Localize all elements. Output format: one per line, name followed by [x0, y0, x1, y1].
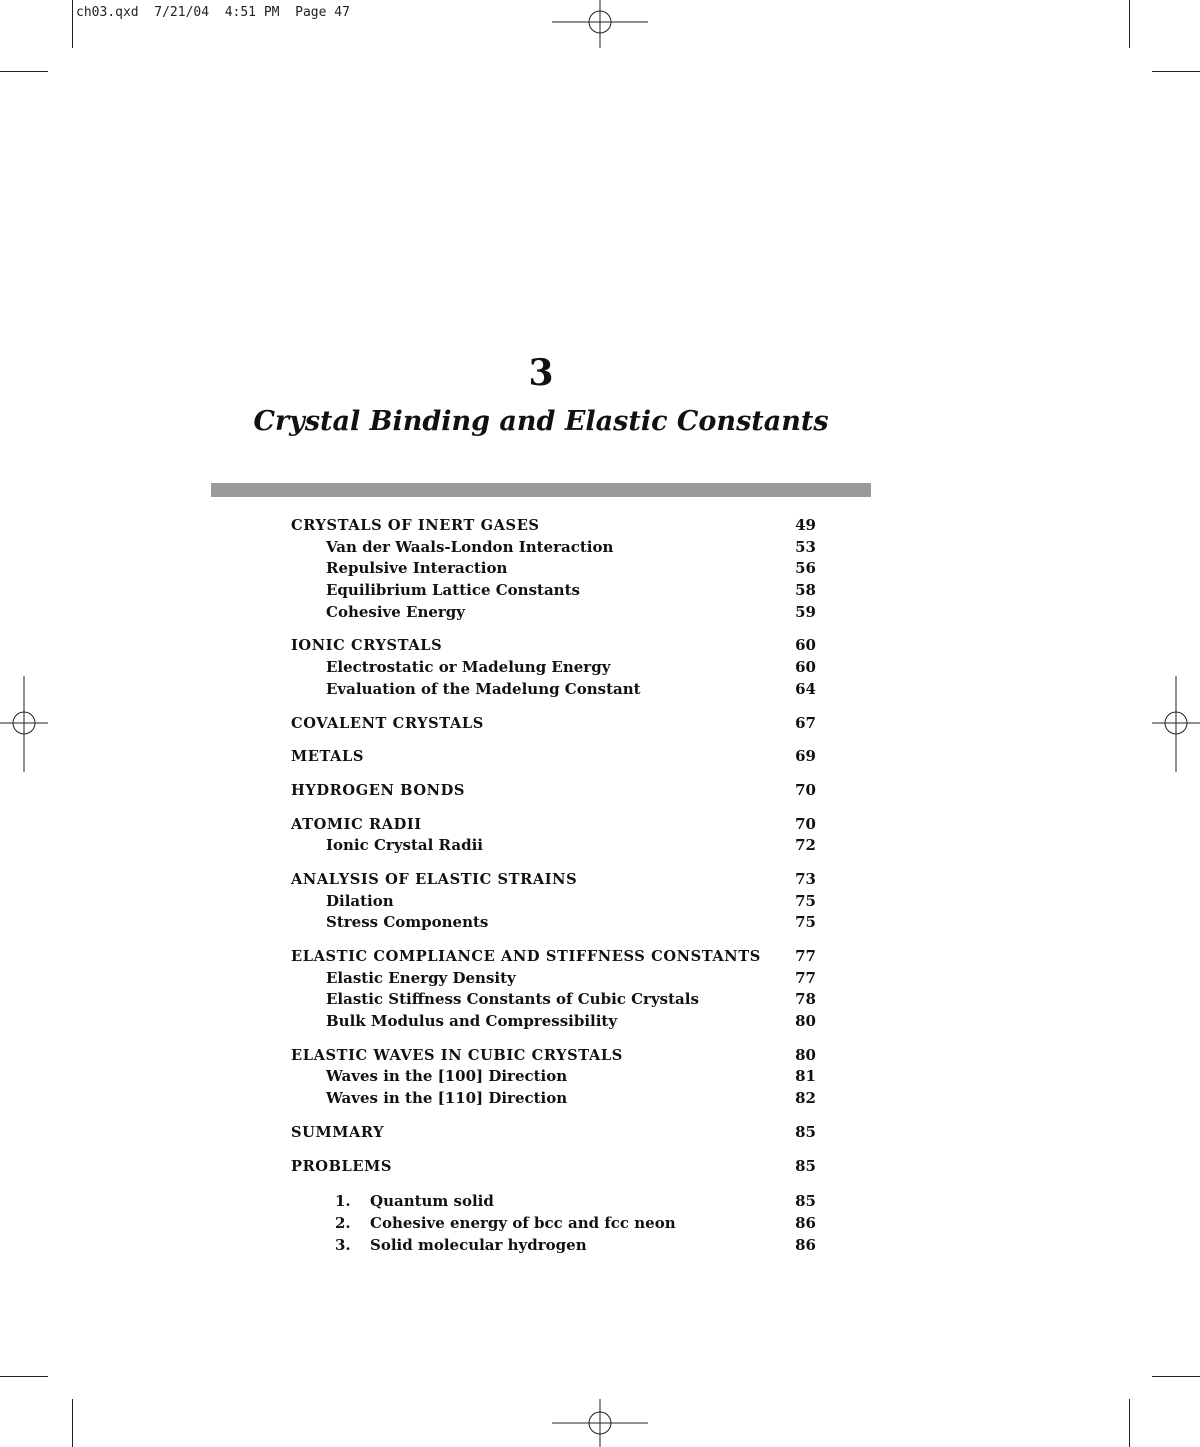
toc-page-number: 70	[795, 780, 816, 799]
toc-subheading-title: Waves in the [110] Direction	[326, 1089, 568, 1108]
toc-heading-title: SUMMARY	[291, 1123, 385, 1141]
toc-section	[291, 814, 816, 857]
toc-page-number: 78	[795, 990, 816, 1009]
toc-heading-title: HYDROGEN BONDS	[291, 781, 465, 799]
toc-page-number: 80	[795, 1012, 816, 1031]
toc-subheading[interactable]	[291, 602, 816, 624]
toc-subheading-title: Waves in the [100] Direction	[326, 1067, 568, 1086]
toc-page-number: 56	[795, 559, 816, 578]
toc-subheading-title: Ionic Crystal Radii	[326, 836, 483, 855]
toc-section	[291, 1122, 816, 1144]
registration-mark-top	[552, 0, 648, 48]
crop-mark	[72, 0, 73, 48]
crop-mark	[1129, 1399, 1130, 1447]
toc-subheading[interactable]	[291, 968, 816, 990]
title-rule	[211, 483, 871, 497]
problem-number: 3.	[335, 1235, 351, 1254]
toc-heading[interactable]	[291, 1045, 816, 1067]
toc-heading-title: IONIC CRYSTALS	[291, 637, 443, 655]
toc-subheading[interactable]	[291, 835, 816, 857]
toc-heading[interactable]	[291, 780, 816, 802]
toc-page-number: 77	[795, 968, 816, 987]
toc-subheading[interactable]	[291, 989, 816, 1011]
crop-mark	[1129, 0, 1130, 48]
toc-page-number: 64	[795, 679, 816, 698]
crop-mark	[72, 1399, 73, 1447]
toc-heading-title: ANALYSIS OF ELASTIC STRAINS	[291, 870, 578, 888]
print-slug: ch03.qxd 7/21/04 4:51 PM Page 47	[76, 5, 350, 20]
toc-heading-title: COVALENT CRYSTALS	[291, 714, 484, 732]
toc-page-number: 53	[795, 537, 816, 556]
problem-item[interactable]	[291, 1213, 816, 1235]
toc-subheading-title: Electrostatic or Madelung Energy	[326, 658, 611, 677]
toc-heading-title: ATOMIC RADII	[291, 815, 422, 833]
toc-heading-title: ELASTIC WAVES IN CUBIC CRYSTALS	[291, 1046, 623, 1064]
toc-section	[291, 713, 816, 735]
registration-mark-right	[1152, 676, 1200, 772]
toc-heading-title: ELASTIC COMPLIANCE AND STIFFNESS CONSTANTS	[291, 948, 761, 965]
toc-page-number: 58	[795, 581, 816, 600]
toc-subheading-title: Elastic Energy Density	[326, 968, 516, 987]
toc-section	[291, 780, 816, 802]
toc-subheading-title: Stress Components	[326, 913, 489, 932]
toc-subheading[interactable]	[291, 1088, 816, 1110]
problem-item[interactable]	[291, 1235, 816, 1257]
toc-subheading-title: Cohesive Energy	[326, 602, 466, 621]
toc-page-number: 82	[795, 1089, 816, 1108]
toc-heading[interactable]	[291, 713, 816, 735]
toc-page-number: 70	[795, 814, 816, 833]
crop-mark	[1152, 1376, 1200, 1377]
toc-section	[291, 946, 816, 1033]
problem-title: Cohesive energy of bcc and fcc neon	[370, 1213, 676, 1232]
toc-page-number: 81	[795, 1067, 816, 1086]
toc-page-number: 75	[795, 913, 816, 932]
toc-heading[interactable]	[291, 635, 816, 657]
crop-mark	[0, 71, 48, 72]
registration-mark-bottom	[552, 1399, 648, 1447]
toc-heading[interactable]	[291, 746, 816, 768]
toc-page-number: 60	[795, 636, 816, 655]
toc-page-number: 77	[795, 947, 816, 965]
toc-heading-title: CRYSTALS OF INERT GASES	[291, 517, 540, 534]
toc-subheading[interactable]	[291, 657, 816, 679]
toc-heading[interactable]	[291, 1156, 816, 1178]
toc-subheading[interactable]	[291, 912, 816, 934]
chapter-number: 3	[528, 352, 554, 394]
toc-subheading[interactable]	[291, 1011, 816, 1033]
toc-heading-title: PROBLEMS	[291, 1157, 393, 1175]
toc-subheading[interactable]	[291, 1066, 816, 1088]
toc-page-number: 85	[795, 1192, 816, 1211]
toc-section	[291, 1156, 816, 1178]
chapter-title: Crystal Binding and Elastic Constants	[253, 406, 829, 437]
toc-heading[interactable]	[291, 869, 816, 891]
crop-mark	[1152, 71, 1200, 72]
toc-page-number: 85	[795, 1156, 816, 1175]
toc-page-number: 59	[795, 602, 816, 621]
toc-heading[interactable]	[291, 946, 816, 968]
toc-subheading-title: Evaluation of the Madelung Constant	[326, 679, 641, 698]
toc-subheading-title: Repulsive Interaction	[326, 559, 508, 578]
toc-subheading-title: Equilibrium Lattice Constants	[326, 581, 580, 600]
toc-subheading[interactable]	[291, 537, 816, 559]
crop-mark	[0, 1376, 48, 1377]
problem-title: Solid molecular hydrogen	[370, 1235, 587, 1254]
toc-subheading[interactable]	[291, 891, 816, 913]
problem-list	[291, 1191, 816, 1256]
toc-subheading[interactable]	[291, 679, 816, 701]
toc-section	[291, 515, 816, 623]
registration-mark-left	[0, 676, 48, 772]
toc-section	[291, 635, 816, 700]
toc-page-number: 72	[795, 836, 816, 855]
toc-page-number: 86	[795, 1213, 816, 1232]
toc-page-number: 49	[795, 516, 816, 534]
toc-heading[interactable]	[291, 814, 816, 836]
toc-heading[interactable]	[291, 1122, 816, 1144]
toc-page-number: 86	[795, 1235, 816, 1254]
toc-page-number: 73	[795, 869, 816, 888]
toc-subheading[interactable]	[291, 558, 816, 580]
toc-subheading-title: Dilation	[326, 891, 394, 910]
problem-item[interactable]	[291, 1191, 816, 1213]
toc-section	[291, 1045, 816, 1110]
toc-section	[291, 869, 816, 934]
problem-title: Quantum solid	[370, 1192, 494, 1211]
problem-number: 1.	[335, 1192, 351, 1211]
toc-subheading-title: Van der Waals-London Interaction	[326, 537, 614, 556]
toc-page-number: 60	[795, 658, 816, 677]
toc-page-number: 75	[795, 891, 816, 910]
toc-subheading[interactable]	[291, 580, 816, 602]
toc-subheading-title: Bulk Modulus and Compressibility	[326, 1012, 618, 1031]
toc-page-number: 80	[795, 1045, 816, 1064]
toc-heading-title: METALS	[291, 748, 365, 766]
toc-page-number: 67	[795, 713, 816, 732]
toc-subheading-title: Elastic Stiffness Constants of Cubic Crystals	[326, 990, 699, 1009]
toc-page-number: 69	[795, 747, 816, 766]
toc-heading[interactable]	[291, 515, 816, 537]
table-of-contents	[291, 515, 816, 1256]
toc-page-number: 85	[795, 1122, 816, 1141]
problem-number: 2.	[335, 1213, 351, 1232]
toc-section	[291, 746, 816, 768]
